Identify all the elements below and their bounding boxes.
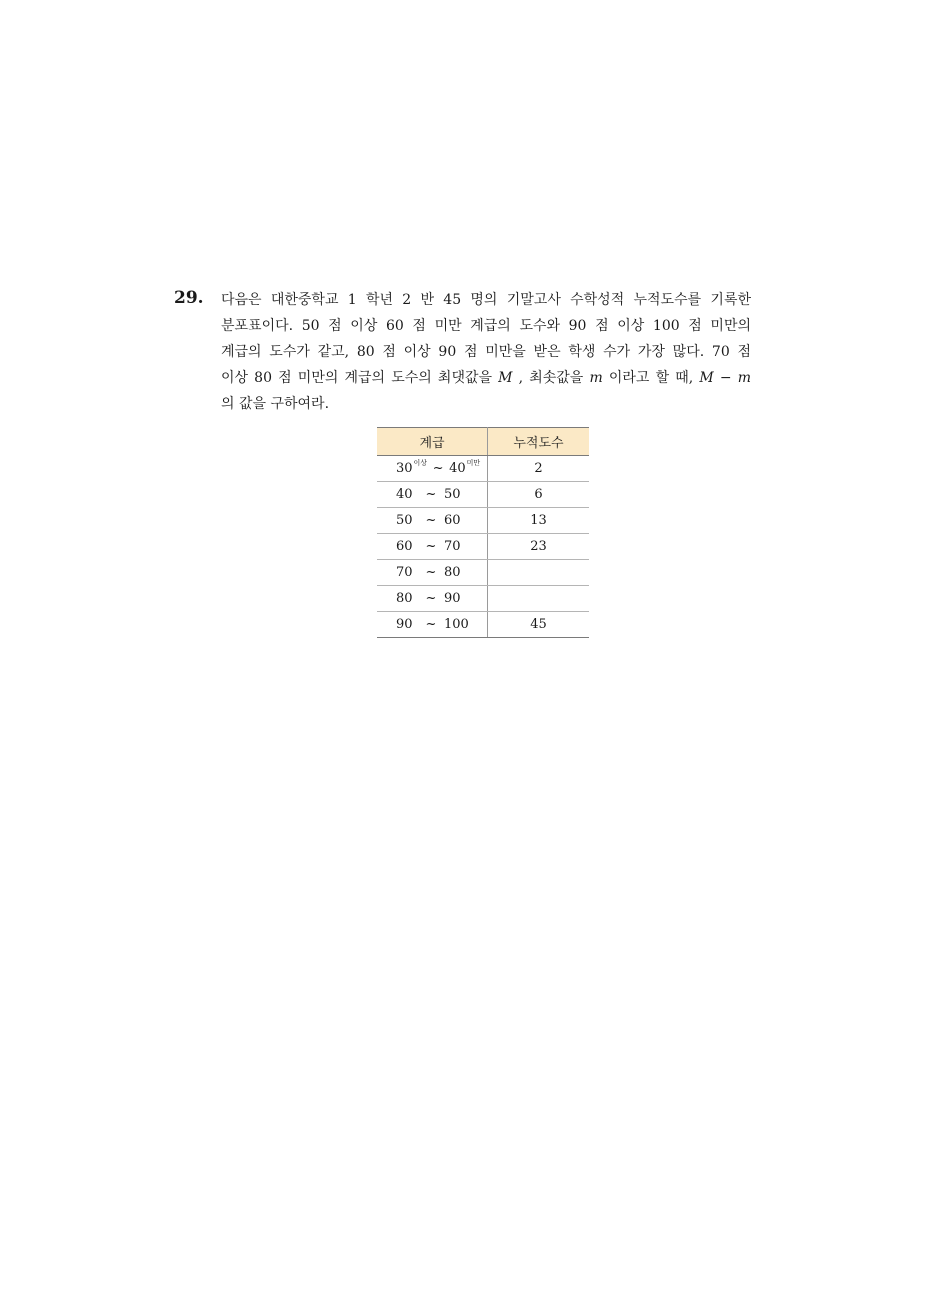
class-range bbox=[377, 560, 488, 586]
class-separator: ~ bbox=[425, 487, 437, 502]
problem-number: 29. bbox=[174, 288, 204, 308]
table-row bbox=[377, 482, 589, 508]
class-from: 50 bbox=[396, 513, 413, 528]
class-to: 70 bbox=[444, 539, 461, 554]
class-to: 50 bbox=[444, 487, 461, 502]
class-from: 90 bbox=[396, 617, 413, 632]
class-to: 40 bbox=[449, 461, 466, 476]
class-to: 80 bbox=[444, 565, 461, 580]
class-to: 90 bbox=[444, 591, 461, 606]
table-row bbox=[377, 508, 589, 534]
cumulative-frequency: 6 bbox=[488, 482, 590, 508]
table-row bbox=[377, 586, 589, 612]
problem-line-1: 다음은 대한중학교 1 학년 2 반 45 명의 기말고사 수학성적 누적도수를 기록한 bbox=[221, 292, 751, 308]
problem-statement bbox=[221, 287, 751, 417]
cumulative-frequency: 13 bbox=[488, 508, 590, 534]
class-separator: ~ bbox=[425, 591, 437, 606]
cumulative-frequency: 45 bbox=[488, 612, 590, 638]
expression-M-minus-m: M − m bbox=[699, 370, 751, 386]
class-to: 60 bbox=[444, 513, 461, 528]
class-range bbox=[377, 482, 488, 508]
line-4-text-a: 이상 80 점 미만의 계급의 도수의 최댓값을 bbox=[221, 370, 499, 386]
class-from: 30 bbox=[396, 461, 413, 476]
cumulative-frequency bbox=[488, 560, 590, 586]
line-4-text-b: , 최솟값을 bbox=[512, 370, 590, 386]
class-from-note: 이상 bbox=[413, 459, 428, 467]
line-4-text-c: 이라고 할 때, bbox=[602, 370, 700, 386]
table-row bbox=[377, 560, 589, 586]
table-row bbox=[377, 456, 589, 482]
class-range bbox=[377, 612, 488, 638]
class-separator: ~ bbox=[425, 513, 437, 528]
class-separator: ~ bbox=[432, 461, 444, 476]
variable-M: M bbox=[498, 370, 513, 386]
class-from: 40 bbox=[396, 487, 413, 502]
class-range bbox=[377, 534, 488, 560]
class-range bbox=[377, 508, 488, 534]
class-to-note: 미만 bbox=[466, 459, 481, 467]
cumulative-frequency: 23 bbox=[488, 534, 590, 560]
table-header-row bbox=[377, 428, 589, 456]
class-from: 60 bbox=[396, 539, 413, 554]
class-from: 70 bbox=[396, 565, 413, 580]
class-range bbox=[377, 456, 488, 482]
problem-line-4 bbox=[221, 365, 751, 391]
problem-line-5: 의 값을 구하여라. bbox=[221, 396, 330, 412]
class-separator: ~ bbox=[425, 617, 437, 632]
problem-line-2: 분포표이다. 50 점 이상 60 점 미만 계급의 도수와 90 점 이상 100 점 미만의 bbox=[221, 318, 751, 334]
class-separator: ~ bbox=[425, 565, 437, 580]
class-to: 100 bbox=[444, 617, 469, 632]
problem-line-3: 계급의 도수가 같고, 80 점 이상 90 점 미만을 받은 학생 수가 가장 많다. 70 점 bbox=[221, 344, 751, 360]
header-class: 계급 bbox=[377, 428, 488, 456]
cumulative-frequency-table bbox=[377, 427, 589, 638]
class-range bbox=[377, 586, 488, 612]
table-row bbox=[377, 534, 589, 560]
cumulative-frequency bbox=[488, 586, 590, 612]
class-from: 80 bbox=[396, 591, 413, 606]
cumulative-frequency: 2 bbox=[488, 456, 590, 482]
table-row bbox=[377, 612, 589, 638]
header-cumulative-frequency: 누적도수 bbox=[488, 428, 590, 456]
variable-m: m bbox=[589, 370, 603, 386]
class-separator: ~ bbox=[425, 539, 437, 554]
